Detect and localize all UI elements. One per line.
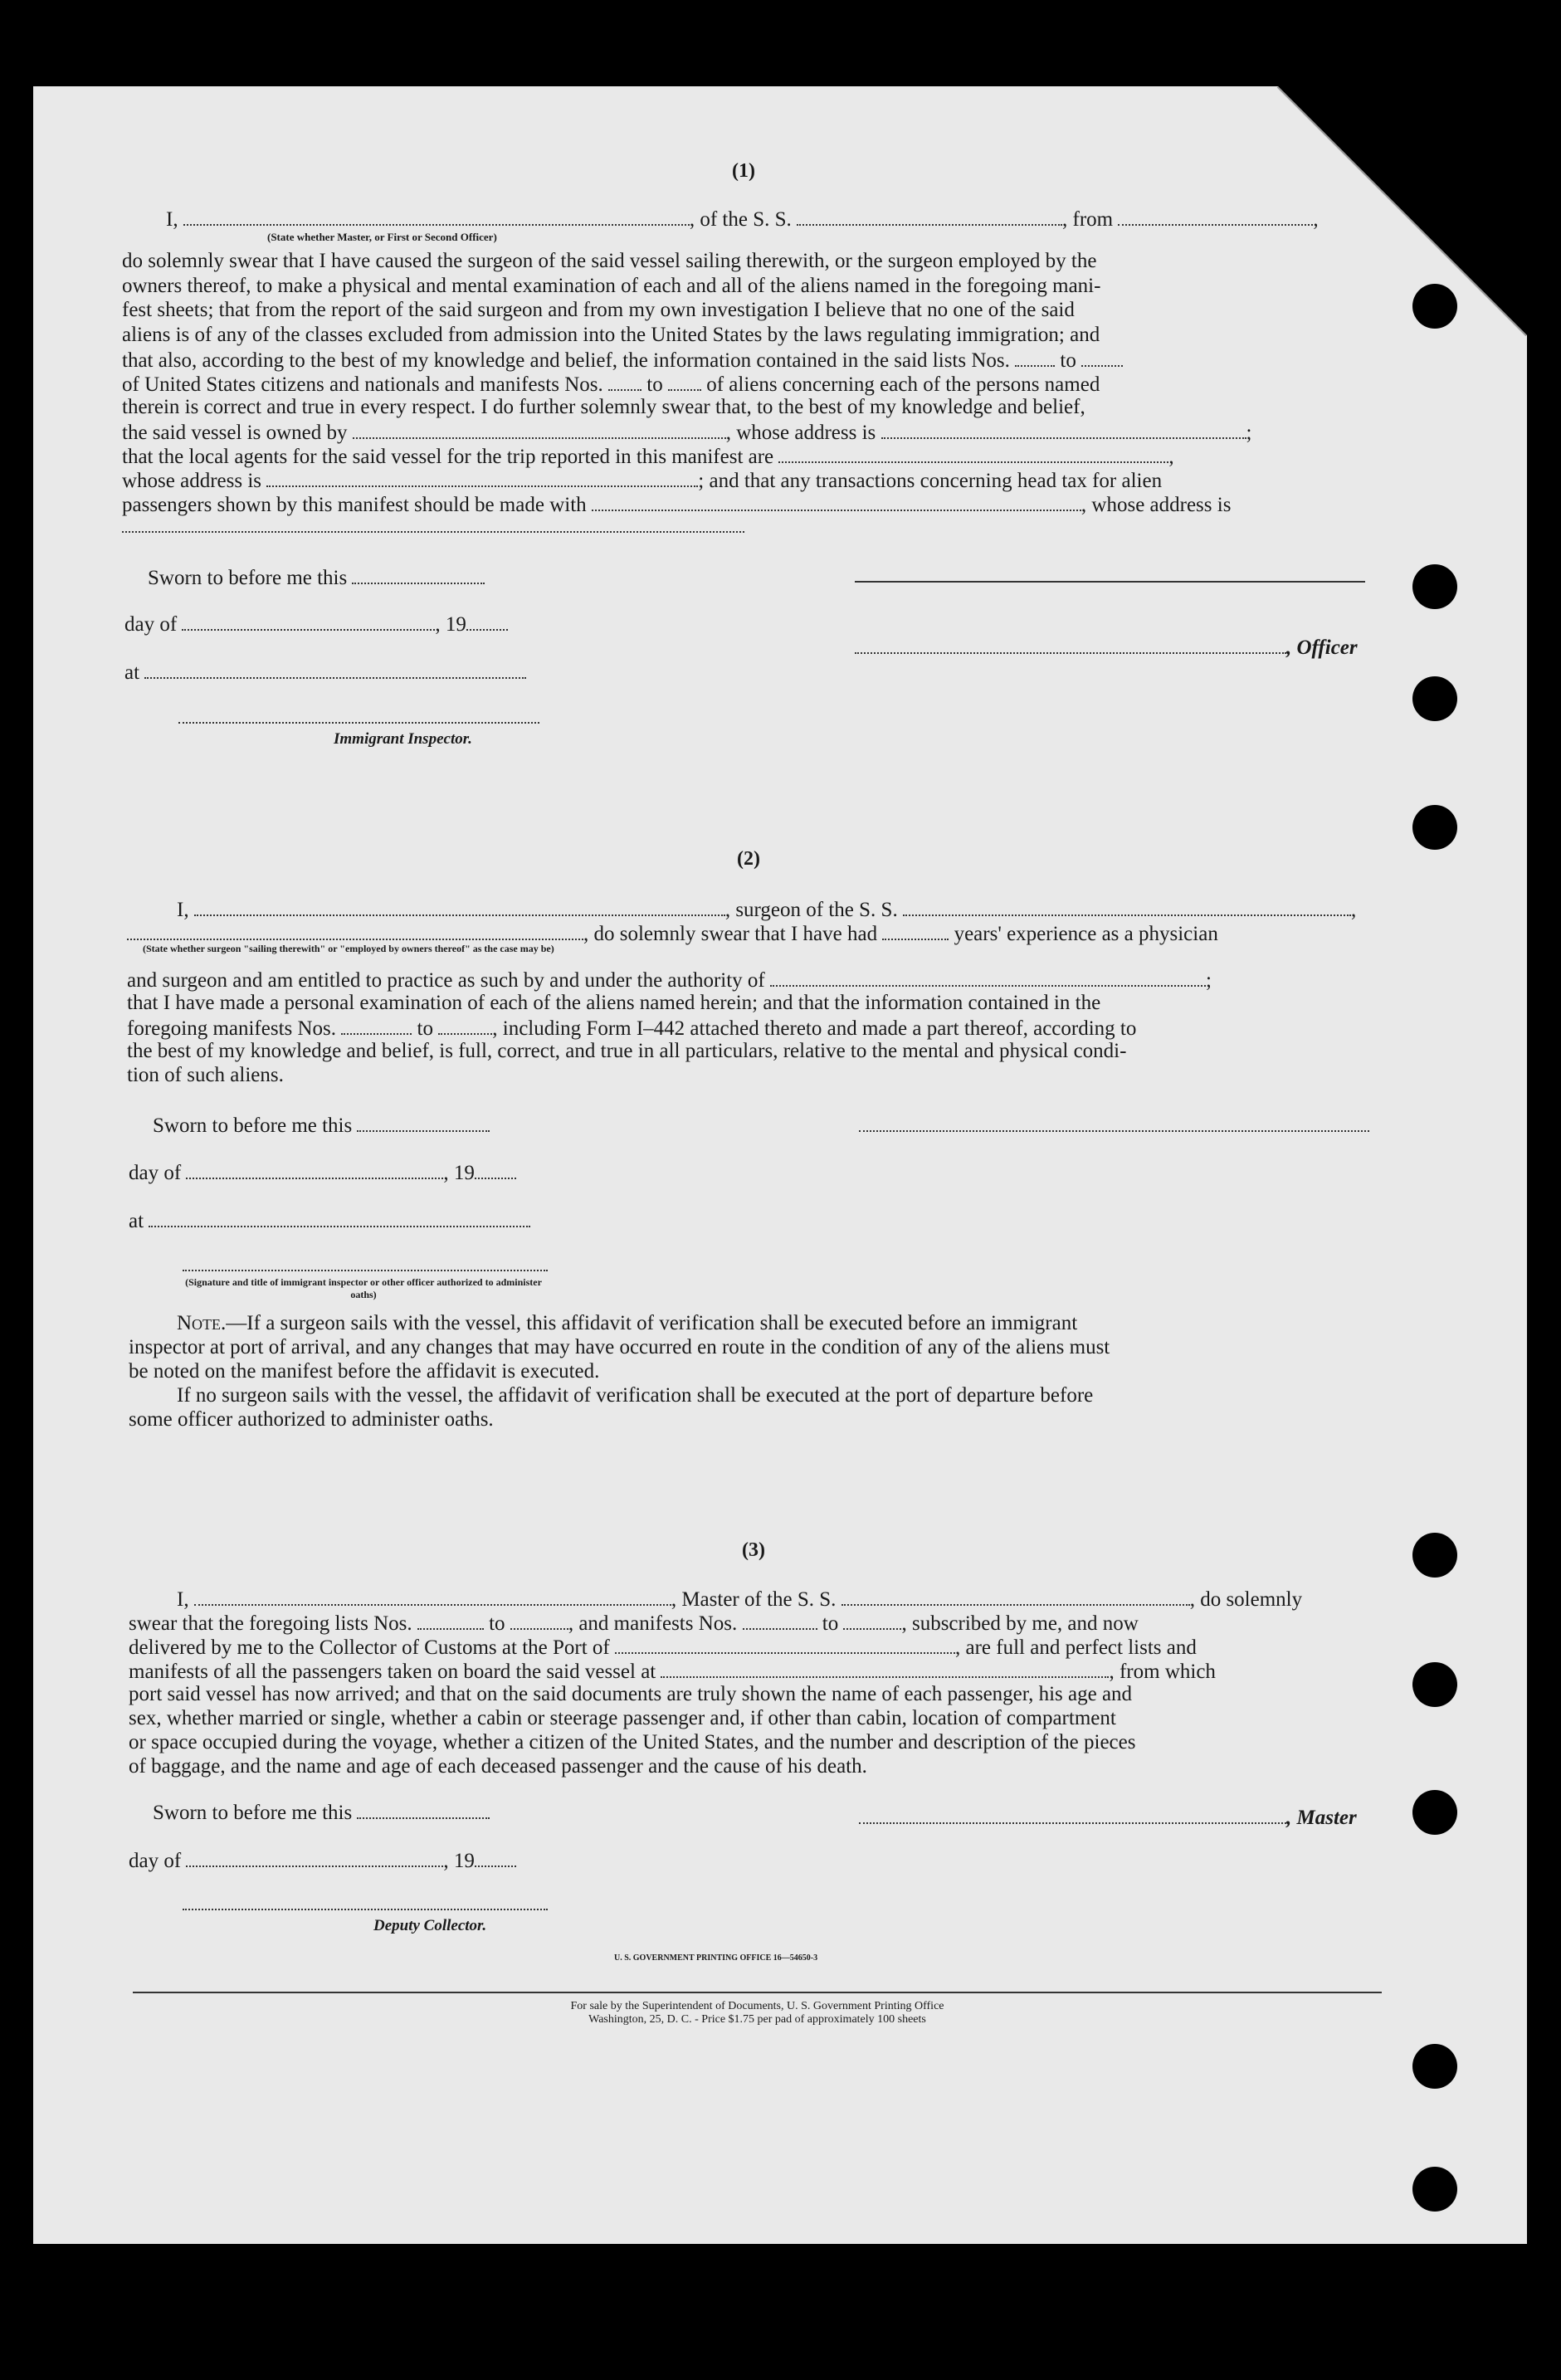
- owner-address-field[interactable]: [881, 419, 1246, 439]
- officer-signature-line[interactable]: [183, 1270, 548, 1271]
- affidavit-line: swear that the foregoing lists Nos. to , and manifests Nos. to , subscribed by me, and now: [129, 1610, 1139, 1636]
- inspector-signature-line[interactable]: [178, 722, 539, 724]
- note-line: be noted on the manifest before the affidavit is executed.: [129, 1360, 600, 1383]
- deputy-signature-line[interactable]: [183, 1909, 548, 1910]
- field-caption: (State whether Master, or First or Second Officer): [267, 231, 497, 243]
- at-field[interactable]: [149, 1207, 530, 1227]
- embarkation-port-field[interactable]: [661, 1658, 1109, 1678]
- affidavit-line: I, , of the S. S. , from ,: [166, 206, 1319, 232]
- affidavit-line: port said vessel has now arrived; and that on the said documents are truly shown the name of each passenger, his age and: [129, 1683, 1133, 1705]
- punch-hole: [1412, 158, 1457, 202]
- surgeon-name-field[interactable]: [194, 896, 725, 916]
- owner-field[interactable]: [353, 419, 726, 439]
- agents-address-field[interactable]: [266, 467, 698, 487]
- address-line[interactable]: [122, 531, 744, 533]
- sworn-line: Sworn to before me this: [153, 1112, 490, 1139]
- field-caption: (State whether surgeon "sailing therewith" or "employed by owners thereof" as the case may be): [143, 943, 554, 954]
- affidavit-line: that also, according to the best of my knowledge and belief, the information contained in the said lists Nos. to: [122, 347, 1123, 373]
- affidavit-line: passengers shown by this manifest should be made with , whose address is: [122, 491, 1231, 518]
- field-caption: (Signature and title of immigrant inspector or other officer authorized to administer oaths): [185, 1276, 542, 1300]
- at-field[interactable]: [144, 659, 526, 679]
- punch-hole: [1412, 2044, 1457, 2089]
- section-number: (1): [732, 160, 755, 182]
- affidavit-line: the said vessel is owned by , whose address is ;: [122, 419, 1251, 446]
- affidavit-line: of baggage, and the name and age of each deceased passenger and the cause of his death.: [129, 1755, 867, 1778]
- lists-from-field[interactable]: [417, 1610, 484, 1630]
- note-line: some officer authorized to administer oaths.: [129, 1408, 494, 1431]
- section-number: (3): [742, 1539, 765, 1561]
- inspector-caption: Immigrant Inspector.: [334, 730, 472, 748]
- affidavit-line: foregoing manifests Nos. to , including Form I–442 attached thereto and made a part thereof, according to: [127, 1015, 1136, 1041]
- sworn-line: Sworn to before me this: [148, 564, 485, 591]
- punch-hole: [1412, 564, 1457, 609]
- affidavit-line: the best of my knowledge and belief, is full, correct, and true in all particulars, relative to the mental and physical condi-: [127, 1040, 1127, 1062]
- from-port-field[interactable]: [1118, 206, 1313, 226]
- day-of-field[interactable]: [182, 611, 435, 631]
- port-field[interactable]: [615, 1634, 955, 1654]
- punch-hole: [1412, 1533, 1457, 1578]
- surgeon-status-field[interactable]: [127, 920, 583, 940]
- lists-to-field[interactable]: [1081, 347, 1123, 367]
- punch-hole: [1412, 1662, 1457, 1707]
- authority-field[interactable]: [770, 967, 1206, 987]
- day-of-line: day of , 19: [129, 1847, 516, 1874]
- punch-hole: [1412, 284, 1457, 329]
- note-line: Note.—If a surgeon sails with the vessel, this affidavit of verification shall be executed before an immigrant: [177, 1312, 1078, 1334]
- at-line: at: [129, 1207, 530, 1234]
- affidavit-line: , do solemnly swear that I have had years' experience as a physician: [127, 920, 1218, 947]
- punch-hole: [1412, 2167, 1457, 2212]
- vessel-name-field[interactable]: [903, 896, 1351, 916]
- affidavit-text: do solemnly swear that I have caused the surgeon of the said vessel sailing therewith, or the surgeon employed by the owners thereof, to make a physical and mental examination of each and all of the aliens named in the foregoing mani- fest sheets; that from the report of the said surgeon and from my own investigation I believe that no one of the said aliens is of any of the classes excluded from admission into the United States by the laws regulating immigration; and: [122, 250, 1101, 346]
- officer-signature-field[interactable]: [855, 634, 1286, 654]
- footer-rule: [133, 1992, 1382, 1993]
- manifests-from-field[interactable]: [608, 371, 641, 391]
- affidavit-line: that the local agents for the said vessel for the trip reported in this manifest are ,: [122, 443, 1174, 470]
- day-of-line: day of , 19: [129, 1159, 516, 1186]
- manifests-from-field[interactable]: [743, 1610, 817, 1630]
- affidavit-line: and surgeon and am entitled to practice as such by and under the authority of ;: [127, 967, 1212, 993]
- at-line: at: [124, 659, 526, 685]
- affidavit-line: manifests of all the passengers taken on board the said vessel at , from which: [129, 1658, 1216, 1685]
- year-field[interactable]: [466, 611, 508, 631]
- sale-notice: For sale by the Superintendent of Documents, U. S. Government Printing Office Washington, 25, D. C. - Price $1.75 per pad of approximately 100 sheets: [570, 2000, 944, 2026]
- years-field[interactable]: [882, 920, 949, 940]
- punch-hole: [1412, 1790, 1457, 1835]
- affidavit-line: I, , Master of the S. S. , do solemnly: [177, 1586, 1302, 1612]
- officer-name-field[interactable]: [183, 206, 690, 226]
- agents-field[interactable]: [778, 443, 1168, 463]
- affidavit-line: or space occupied during the voyage, whether a citizen of the United States, and the number and description of the pieces: [129, 1731, 1136, 1753]
- affidavit-line: of United States citizens and nationals and manifests Nos. to of aliens concerning each of the persons named: [122, 371, 1100, 397]
- year-field[interactable]: [475, 1847, 516, 1867]
- officer-signature-line: , Officer: [855, 634, 1358, 661]
- vessel-name-field[interactable]: [797, 206, 1062, 226]
- sworn-date-field[interactable]: [357, 1112, 490, 1132]
- signature-line[interactable]: [859, 1130, 1369, 1132]
- affidavit-line: sex, whether married or single, whether a cabin or steerage passenger and, if other than cabin, location of compartment: [129, 1707, 1116, 1729]
- note-line: If no surgeon sails with the vessel, the affidavit of verification shall be executed at the port of departure before: [177, 1384, 1094, 1407]
- lists-from-field[interactable]: [1015, 347, 1055, 367]
- affidavit-line: therein is correct and true in every respect. I do further solemnly swear that, to the best of my knowledge and belief,: [122, 396, 1085, 418]
- deputy-caption: Deputy Collector.: [373, 1917, 487, 1934]
- master-signature-line: , Master: [859, 1804, 1357, 1831]
- affidavit-line: whose address is ; and that any transactions concerning head tax for alien: [122, 467, 1162, 494]
- affidavit-line: tion of such aliens.: [127, 1064, 284, 1086]
- punch-hole: [1412, 676, 1457, 721]
- sworn-line: Sworn to before me this: [153, 1799, 490, 1826]
- punch-hole: [1412, 805, 1457, 850]
- day-of-field[interactable]: [186, 1847, 443, 1867]
- signature-line[interactable]: [855, 581, 1365, 583]
- note-line: inspector at port of arrival, and any changes that may have occurred en route in the condition of any of the aliens must: [129, 1336, 1110, 1358]
- section-number: (2): [737, 848, 760, 870]
- affidavit-line: I, , surgeon of the S. S. ,: [177, 896, 1356, 923]
- sworn-date-field[interactable]: [352, 564, 485, 584]
- affidavit-line: delivered by me to the Collector of Customs at the Port of , are full and perfect lists and: [129, 1634, 1197, 1661]
- master-signature-field[interactable]: [859, 1804, 1286, 1824]
- manifests-to-field[interactable]: [438, 1015, 492, 1035]
- head-tax-agent-field[interactable]: [592, 491, 1081, 511]
- lists-to-field[interactable]: [510, 1610, 568, 1630]
- day-of-line: day of , 19: [124, 611, 508, 637]
- gpo-imprint: U. S. GOVERNMENT PRINTING OFFICE 16—54650-3: [614, 1953, 818, 1963]
- day-of-field[interactable]: [186, 1159, 443, 1179]
- manifests-from-field[interactable]: [341, 1015, 412, 1035]
- manifests-to-field[interactable]: [668, 371, 701, 391]
- vessel-name-field[interactable]: [841, 1586, 1190, 1606]
- master-name-field[interactable]: [194, 1586, 671, 1606]
- year-field[interactable]: [475, 1159, 516, 1179]
- affidavit-line: that I have made a personal examination of each of the aliens named herein; and that the information contained in the: [127, 992, 1101, 1014]
- manifests-to-field[interactable]: [843, 1610, 901, 1630]
- sworn-date-field[interactable]: [357, 1799, 490, 1819]
